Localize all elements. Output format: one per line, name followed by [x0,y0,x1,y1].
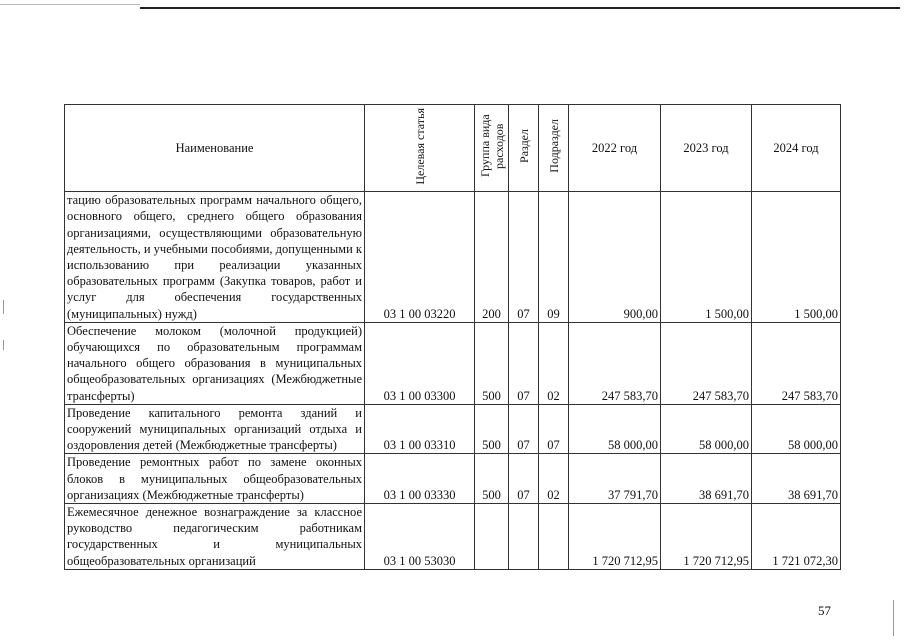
top-thin-rule [0,4,140,5]
row-group [475,504,509,570]
row-section: 07 [509,454,539,504]
row-subsection: 02 [539,322,569,404]
row-section: 07 [509,322,539,404]
row-group: 500 [475,454,509,504]
row-2023: 38 691,70 [661,454,752,504]
row-2024: 1 500,00 [752,192,841,323]
table-row [65,404,841,454]
row-2023: 1 500,00 [661,192,752,323]
row-name: Проведение ремонтных работ по замене оконных блоков в муниципальных общеобразовательных организациях (Межбюджетные трансферты) [65,454,365,504]
row-subsection: 07 [539,404,569,454]
col-group-header: Группа вида расходов [475,105,509,192]
top-rule [140,7,900,9]
col-2022-header: 2022 год [569,105,661,192]
margin-mark [893,600,894,636]
row-group: 200 [475,192,509,323]
row-2023: 247 583,70 [661,322,752,404]
col-2024-header: 2024 год [752,105,841,192]
row-name: тацию образовательных программ начального общего, основного общего, среднего общего образования организациями, осуществляющими образовательную деятельность, и учебными пособиями, допущенными к использованию при реализации указанных образовательных программ (Закупка товаров, работ и услуг для обеспечения государственных (муниципальных) нужд) [65,192,365,323]
col-subsection-header: Подраздел [539,105,569,192]
row-2024: 38 691,70 [752,454,841,504]
col-target-header: Целевая статья [365,105,475,192]
table-row [65,192,841,323]
row-group: 500 [475,322,509,404]
col-2023-header: 2023 год [661,105,752,192]
row-section: 07 [509,404,539,454]
table-row [65,322,841,404]
row-2024: 1 721 072,30 [752,504,841,570]
margin-mark [3,340,4,350]
row-group: 500 [475,404,509,454]
row-section [509,504,539,570]
row-name: Ежемесячное денежное вознаграждение за классное руководство педагогическим работникам государственных и муниципальных общеобразовательных организаций [65,504,365,570]
row-2023: 1 720 712,95 [661,504,752,570]
row-2022: 900,00 [569,192,661,323]
row-2024: 247 583,70 [752,322,841,404]
row-name: Проведение капитального ремонта зданий и сооружений муниципальных организаций отдыха и оздоровления детей (Межбюджетные трансферты) [65,404,365,454]
table-header-row [65,105,841,192]
row-subsection: 02 [539,454,569,504]
row-2022: 247 583,70 [569,322,661,404]
table-row [65,504,841,570]
row-subsection: 09 [539,192,569,323]
row-target: 03 1 00 53030 [365,504,475,570]
row-2022: 1 720 712,95 [569,504,661,570]
row-target: 03 1 00 03310 [365,404,475,454]
row-2022: 37 791,70 [569,454,661,504]
row-target: 03 1 00 03330 [365,454,475,504]
col-name-header: Наименование [65,105,365,192]
row-section: 07 [509,192,539,323]
margin-mark [3,300,4,314]
row-name: Обеспечение молоком (молочной продукцией) обучающихся по образовательным программам начального общего образования в муниципальных общеобразовательных организациях (Межбюджетные трансферты) [65,322,365,404]
page-number: 57 [818,603,831,618]
row-2022: 58 000,00 [569,404,661,454]
row-2023: 58 000,00 [661,404,752,454]
row-2024: 58 000,00 [752,404,841,454]
row-subsection [539,504,569,570]
table-row [65,454,841,504]
row-target: 03 1 00 03220 [365,192,475,323]
row-target: 03 1 00 03300 [365,322,475,404]
budget-table [64,104,841,570]
col-section-header: Раздел [509,105,539,192]
